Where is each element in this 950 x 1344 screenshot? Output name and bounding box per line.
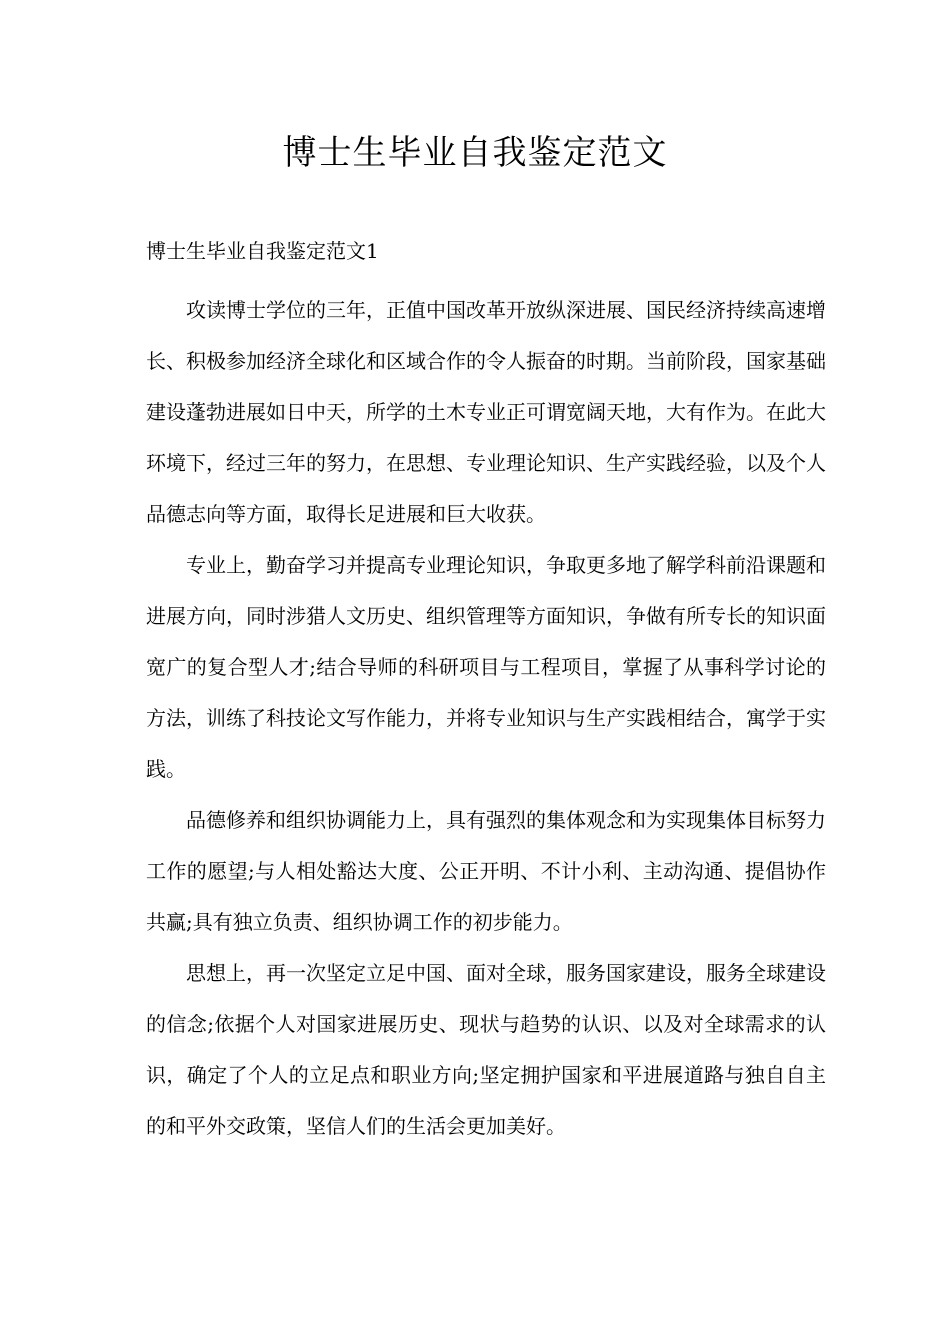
paragraph-4: 思想上，再一次坚定立足中国、面对全球，服务国家建设，服务全球建设的信念;依据个人对国家进展历史、现状与趋势的认识、以及对全球需求的认识，确定了个人的立足点和职业方向;坚定拥护国家和平进展道路与独自自主的和平外交政策，坚信人们的生活会更加美好。	[146, 961, 826, 1138]
paragraph-1: 攻读博士学位的三年，正值中国改革开放纵深进展、国民经济持续高速增长、积极参加经济全球化和区域合作的令人振奋的时期。当前阶段，国家基础建设蓬勃进展如日中天，所学的土木专业正可谓宽阔天地，大有作为。在此大环境下，经过三年的努力，在思想、专业理论知识、生产实践经验，以及个人品德志向等方面，取得长足进展和巨大收获。	[146, 298, 826, 526]
paragraph-3: 品德修养和组织协调能力上，具有强烈的集体观念和为实现集体目标努力工作的愿望;与人相处豁达大度、公正开明、不计小利、主动沟通、提倡协作共赢;具有独立负责、组织协调工作的初步能力。	[146, 808, 826, 934]
paragraph-2: 专业上，勤奋学习并提高专业理论知识，争取更多地了解学科前沿课题和进展方向，同时涉猎人文历史、组织管理等方面知识，争做有所专长的知识面宽广的复合型人才;结合导师的科研项目与工程项目，掌握了从事科学讨论的方法，训练了科技论文写作能力，并将专业知识与生产实践相结合，寓学于实践。	[146, 553, 826, 781]
document-body	[146, 285, 826, 1152]
document-title: 博士生毕业自我鉴定范文	[282, 133, 668, 173]
section-heading: 博士生毕业自我鉴定范文1	[146, 239, 379, 263]
